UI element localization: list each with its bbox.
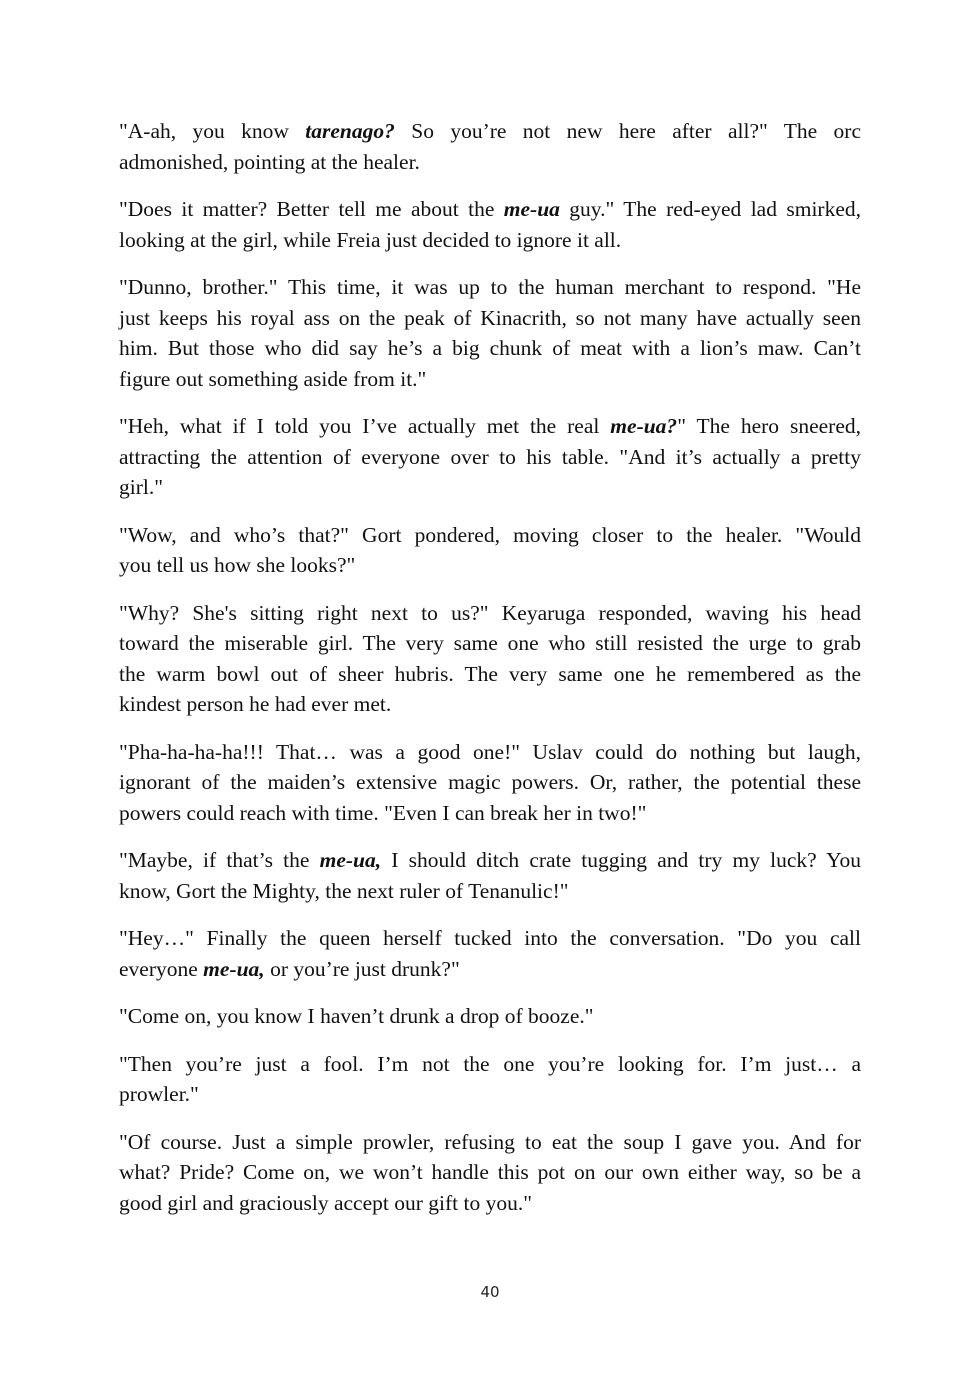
text-line [119,1049,861,1080]
paragraph [119,598,861,720]
text-run: ignorant of the maiden’s extensive magic powers. Or, rather, the potential these [119,770,861,794]
text-run: attracting the attention of everyone over to his table. "And it’s actually a pretty [119,444,861,469]
text-line [119,689,861,720]
text-run: "Pha-ha-ha-ha!!! That… was a good one!" Uslav could do nothing but laugh, [119,739,861,764]
text-line [119,798,861,829]
paragraph [119,194,861,255]
emphasized-term: me-ua [503,197,560,221]
paragraph [119,272,861,394]
text-run: "Why? She's sitting right next to us?" Keyaruga responded, waving his head [119,600,861,625]
text-run: girl." [119,475,164,499]
paragraph [119,923,861,984]
text-line [119,116,861,147]
text-line [119,659,861,690]
text-run: So you’re not new here after all?" The orc [394,119,861,143]
text-line [119,598,861,629]
text-line [119,225,861,256]
text-run: the warm bowl out of sheer hubris. The very same one he remembered as the [119,661,861,686]
text-run: "Heh, what if I told you I’ve actually met the real [119,414,611,438]
text-run: "Come on, you know I haven’t drunk a drop of booze." [119,1004,594,1028]
text-line [119,767,861,798]
text-line [119,1157,861,1188]
text-run: good girl and graciously accept our gift to you." [119,1190,532,1215]
text-line [119,303,861,334]
emphasized-term: me-ua, [203,956,265,981]
text-run: what? Pride? Come on, we won’t handle this pot on our own either way, so be a [119,1160,861,1184]
text-run: "Does it matter? Better tell me about the [119,197,504,221]
text-run: "Hey…" Finally the queen herself tucked into the conversation. "Do you call [119,926,861,950]
text-run: kindest person he had ever met. [119,692,392,716]
text-run: "A-ah, you know [119,119,306,143]
paragraph [119,845,861,906]
text-run: admonished, pointing at the healer. [119,149,420,174]
text-run: toward the miserable girl. The very same one who still resisted the urge to grab [119,631,861,655]
paragraph [119,520,861,581]
text-line [119,272,861,303]
page-number: 40 [480,1283,500,1301]
text-line [119,845,861,876]
text-line [119,333,861,364]
text-run: prowler." [119,1082,199,1106]
text-run: you tell us how she looks?" [119,553,356,577]
text-run: everyone [119,956,204,981]
text-line [119,954,861,985]
text-line [119,923,861,954]
text-line [119,1079,861,1110]
text-run: or you’re just drunk?" [264,956,460,981]
text-run: him. But those who did say he’s a big chunk of meat with a lion’s maw. Can’t [119,336,861,360]
text-line [119,1188,861,1219]
text-run: looking at the girl, while Freia just decided to ignore it all. [119,227,622,252]
text-line [119,1001,861,1032]
text-line [119,147,861,178]
text-line [119,520,861,551]
text-line [119,550,861,581]
text-line [119,737,861,768]
emphasized-term: me-ua? [610,414,678,438]
text-line [119,876,861,907]
paragraph [119,1049,861,1110]
emphasized-term: tarenago? [305,119,395,143]
text-line [119,411,861,442]
text-run: "Of course. Just a simple prowler, refusing to eat the soup I gave you. And for [119,1129,861,1154]
paragraph [119,1001,861,1032]
text-line [119,364,861,395]
text-run: figure out something aside from it." [119,366,427,391]
paragraph [119,116,861,177]
text-line [119,1127,861,1158]
paragraph [119,1127,861,1219]
text-run: "Maybe, if that’s the [119,848,320,872]
text-run: know, Gort the Mighty, the next ruler of Tenanulic!" [119,878,569,903]
text-line [119,194,861,225]
text-line [119,472,861,503]
emphasized-term: me-ua, [319,848,382,872]
text-run: "Dunno, brother." This time, it was up to the human merchant to respond. "He [119,275,861,299]
text-run: "Wow, and who’s that?" Gort pondered, moving closer to the healer. "Would [119,522,861,547]
text-run: just keeps his royal ass on the peak of Kinacrith, so not many have actually seen [119,305,861,330]
text-run: powers could reach with time. "Even I can break her in two!" [119,800,647,825]
text-line [119,442,861,473]
document-body [119,116,861,1235]
text-line [119,628,861,659]
paragraph [119,411,861,503]
paragraph [119,737,861,829]
text-run: " The hero sneered, [677,414,862,438]
text-run: "Then you’re just a fool. I’m not the one you’re looking for. I’m just… a [119,1051,861,1076]
text-run: I should ditch crate tugging and try my luck? You [381,848,861,872]
text-run: guy." The red-eyed lad smirked, [559,197,861,221]
